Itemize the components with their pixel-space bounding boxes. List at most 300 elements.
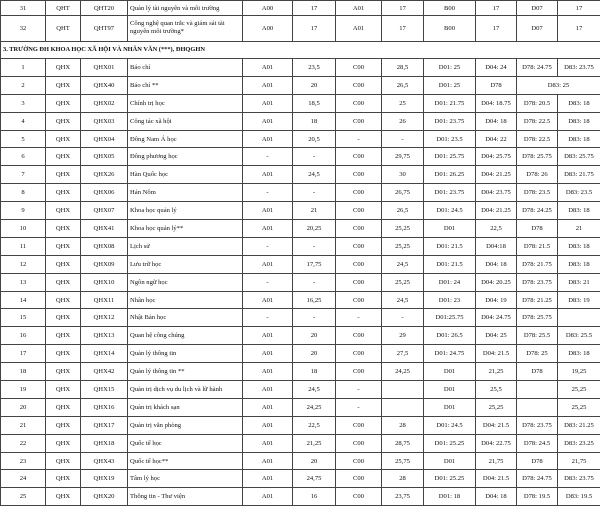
combo-3-cell: D01: 25 (424, 59, 476, 77)
combo-1-cell: A01 (243, 452, 293, 470)
major-code-cell: QHX18 (81, 434, 128, 452)
combo-4-cell: D78: 19.5 (517, 488, 558, 506)
major-name-cell: Quản trị dịch vụ du lịch và lữ hành (128, 381, 243, 399)
major-name-cell: Quan hệ công chúng (128, 327, 243, 345)
combo-2-cell: - (336, 130, 382, 148)
combo-2-cell: C00 (336, 273, 382, 291)
score-3-cell: D04: 18.75 (476, 94, 517, 112)
score-4-cell: D83: 18 (558, 345, 600, 363)
score-4-cell (558, 309, 600, 327)
score-1-cell: 20 (293, 452, 336, 470)
combo-4-cell: D78: 20.5 (517, 94, 558, 112)
score-4-cell: 17 (558, 16, 600, 42)
combo-1-cell: A01 (243, 434, 293, 452)
stt-cell: 2 (1, 76, 46, 94)
major-code-cell: QHX05 (81, 148, 128, 166)
combo-1-cell: A01 (243, 166, 293, 184)
combo-4-cell: D78: 22.5 (517, 112, 558, 130)
table-row (1, 345, 600, 363)
score-3-cell: 21,25 (476, 363, 517, 381)
stt-cell: 24 (1, 470, 46, 488)
stt-cell: 31 (1, 1, 46, 16)
combo-1-cell: - (243, 273, 293, 291)
school-code-cell: QHX (46, 416, 81, 434)
combo-3-cell: D01:25.75 (424, 309, 476, 327)
stt-cell: 12 (1, 255, 46, 273)
score-2-cell: 28,75 (382, 434, 424, 452)
table-row (1, 59, 600, 77)
score-2-cell: 24,25 (382, 363, 424, 381)
major-name-cell: Khoa học quản lý (128, 202, 243, 220)
score-2-cell: 26 (382, 112, 424, 130)
score-4-cell: D83: 21.75 (558, 166, 600, 184)
table-row (1, 16, 600, 42)
combo-3-cell: D01: 26.25 (424, 166, 476, 184)
school-code-cell: QHX (46, 220, 81, 238)
major-code-cell: QHX12 (81, 309, 128, 327)
stt-cell: 8 (1, 184, 46, 202)
table-row (1, 255, 600, 273)
major-name-cell: Nhật Bản học (128, 309, 243, 327)
stt-cell: 3 (1, 94, 46, 112)
score-1-cell: - (293, 184, 336, 202)
major-code-cell: QHT20 (81, 1, 128, 16)
school-code-cell: QHX (46, 434, 81, 452)
score-2-cell: 25,25 (382, 237, 424, 255)
score-1-cell: 24,25 (293, 398, 336, 416)
score-1-cell: 20 (293, 327, 336, 345)
combo-4-cell: D78 (517, 220, 558, 238)
stt-cell: 19 (1, 381, 46, 399)
score-1-cell: 20,5 (293, 130, 336, 148)
school-code-cell: QHX (46, 202, 81, 220)
school-code-cell: QHT (46, 1, 81, 16)
combo-1-cell: A00 (243, 16, 293, 42)
table-row (1, 237, 600, 255)
combo-4-cell: D78: 23.5 (517, 184, 558, 202)
combo-1-cell: A01 (243, 59, 293, 77)
combo-2-cell: C00 (336, 345, 382, 363)
combo-1-cell: A01 (243, 220, 293, 238)
table-row (1, 273, 600, 291)
score-1-cell: 24,75 (293, 470, 336, 488)
table-row (1, 166, 600, 184)
score-2-cell: 25,75 (382, 452, 424, 470)
combo-3-cell: D01: 23.5 (424, 130, 476, 148)
score-4-cell: 17 (558, 1, 600, 16)
major-name-cell: Hàn Quốc học (128, 166, 243, 184)
combo-2-cell: - (336, 309, 382, 327)
major-code-cell: QHX43 (81, 452, 128, 470)
score-3-cell: D04: 23.75 (476, 184, 517, 202)
table-row (1, 452, 600, 470)
stt-cell: 14 (1, 291, 46, 309)
stt-cell: 10 (1, 220, 46, 238)
combo-4-cell: D78: 24.25 (517, 202, 558, 220)
combo-2-cell: C00 (336, 94, 382, 112)
combo-4-cell: D78: 24.75 (517, 470, 558, 488)
score-1-cell: - (293, 148, 336, 166)
score-2-cell: 28,5 (382, 59, 424, 77)
school-code-cell: QHX (46, 363, 81, 381)
score-2-cell: 24,5 (382, 291, 424, 309)
major-code-cell: QHX13 (81, 327, 128, 345)
combo-4-cell: D78: 24.75 (517, 59, 558, 77)
major-name-cell: Báo chí ** (128, 76, 243, 94)
stt-cell: 22 (1, 434, 46, 452)
score-2-cell: 24,5 (382, 255, 424, 273)
score-2-cell: 26,5 (382, 76, 424, 94)
combo-1-cell: - (243, 148, 293, 166)
combo-3-cell: D01 (424, 220, 476, 238)
score-1-cell: - (293, 309, 336, 327)
combo-2-cell: C00 (336, 416, 382, 434)
major-code-cell: QHX07 (81, 202, 128, 220)
score-1-cell: 18 (293, 112, 336, 130)
score-2-cell: 23,75 (382, 488, 424, 506)
score-3-cell: D04: 18 (476, 112, 517, 130)
score-4-cell: 19,25 (558, 363, 600, 381)
score-2-cell: 27,5 (382, 345, 424, 363)
combo-4-cell: D78: 25.75 (517, 148, 558, 166)
combo-3-cell: D01: 24.5 (424, 202, 476, 220)
school-code-cell: QHX (46, 273, 81, 291)
combo-3-cell: D01: 21.75 (424, 94, 476, 112)
major-code-cell: QHX15 (81, 381, 128, 399)
combo-4-cell: D78: 23.75 (517, 273, 558, 291)
major-code-cell: QHX16 (81, 398, 128, 416)
combo-2-cell: C00 (336, 148, 382, 166)
major-name-cell: Quản trị văn phòng (128, 416, 243, 434)
score-3-cell: D04: 25 (476, 327, 517, 345)
score-1-cell: 24,5 (293, 166, 336, 184)
combo-4-cell: D78: 26 (517, 166, 558, 184)
major-name-cell: Nhân học (128, 291, 243, 309)
combo-4-cell: D78 (517, 452, 558, 470)
combo-3-cell: D01 (424, 363, 476, 381)
major-name-cell: Quốc tế học** (128, 452, 243, 470)
combo-1-cell: A01 (243, 202, 293, 220)
stt-cell: 32 (1, 16, 46, 42)
score-4-cell: D83: 21 (558, 273, 600, 291)
major-code-cell: QHT97 (81, 16, 128, 42)
combo-3-cell: D01: 24 (424, 273, 476, 291)
table-row (1, 470, 600, 488)
school-code-cell: QHX (46, 488, 81, 506)
score-4-cell: D83: 19.5 (558, 488, 600, 506)
combo-1-cell: A01 (243, 291, 293, 309)
stt-cell: 15 (1, 309, 46, 327)
combo-4-cell: D78: 25.75 (517, 309, 558, 327)
score-2-cell: 28 (382, 416, 424, 434)
combo-4-cell: D78: 25 (517, 345, 558, 363)
combo-4-cell (517, 381, 558, 399)
combo-1-cell: A01 (243, 130, 293, 148)
school-code-cell: QHX (46, 76, 81, 94)
score-3-cell: D04: 21.25 (476, 166, 517, 184)
score-1-cell: 18,5 (293, 94, 336, 112)
combo-1-cell: A01 (243, 470, 293, 488)
stt-cell: 5 (1, 130, 46, 148)
combo-3-cell: D01: 23 (424, 291, 476, 309)
combo-2-cell: C00 (336, 488, 382, 506)
score-3-cell: 25,5 (476, 381, 517, 399)
major-code-cell: QHX01 (81, 59, 128, 77)
score-3-cell: D04:18 (476, 237, 517, 255)
score-4-cell: 21 (558, 220, 600, 238)
combo-1-cell: A01 (243, 381, 293, 399)
score-4-cell: D83: 25.5 (558, 327, 600, 345)
score-2-cell: 28 (382, 470, 424, 488)
major-name-cell: Công nghệ quan trắc và giám sát tài nguyên môi trường* (128, 16, 243, 42)
score-3-cell: D04: 22 (476, 130, 517, 148)
major-name-cell: Thông tin - Thư viện (128, 488, 243, 506)
combo-3-cell: D01: 25.25 (424, 434, 476, 452)
score-3-cell: D04: 21.5 (476, 416, 517, 434)
stt-cell: 9 (1, 202, 46, 220)
major-name-cell: Hán Nôm (128, 184, 243, 202)
combo-3-cell: B00 (424, 16, 476, 42)
score-4-cell: D83: 18 (558, 130, 600, 148)
score-2-cell: 17 (382, 1, 424, 16)
stt-cell: 18 (1, 363, 46, 381)
score-4-cell: D83: 23.5 (558, 184, 600, 202)
school-code-cell: QHX (46, 130, 81, 148)
combo-3-cell: D01: 25.25 (424, 470, 476, 488)
combo-2-cell: C00 (336, 470, 382, 488)
major-code-cell: QHX09 (81, 255, 128, 273)
major-code-cell: QHX03 (81, 112, 128, 130)
major-code-cell: QHX11 (81, 291, 128, 309)
major-name-cell: Tâm lý học (128, 470, 243, 488)
stt-cell: 6 (1, 148, 46, 166)
score-2-cell: 29,75 (382, 148, 424, 166)
major-name-cell: Ngôn ngữ học (128, 273, 243, 291)
score-1-cell: 17 (293, 16, 336, 42)
stt-cell: 7 (1, 166, 46, 184)
score-4-cell: D83: 23.75 (558, 59, 600, 77)
score-2-cell: 30 (382, 166, 424, 184)
score-4-cell: D83: 23.75 (558, 470, 600, 488)
school-code-cell: QHX (46, 255, 81, 273)
table-row (1, 363, 600, 381)
combo-1-cell: A01 (243, 488, 293, 506)
score-3-cell: D04: 21.25 (476, 202, 517, 220)
combo-2-cell: C00 (336, 184, 382, 202)
combo-3-cell: D01: 21.5 (424, 255, 476, 273)
stt-cell: 20 (1, 398, 46, 416)
combo-4-cell: D07 (517, 1, 558, 16)
combo-3-cell: D01: 24.5 (424, 416, 476, 434)
score-3-cell: D78 (476, 76, 517, 94)
combo-3-cell: B00 (424, 1, 476, 16)
school-code-cell: QHX (46, 452, 81, 470)
table-row (1, 202, 600, 220)
score-4-cell: D83: 18 (558, 202, 600, 220)
combo-2-cell: C00 (336, 166, 382, 184)
combo-3-cell: D01: 18 (424, 488, 476, 506)
school-code-cell: QHX (46, 59, 81, 77)
stt-cell: 25 (1, 488, 46, 506)
score-1-cell: 17,75 (293, 255, 336, 273)
combo-1-cell: A01 (243, 76, 293, 94)
combo-1-cell: A01 (243, 112, 293, 130)
score-2-cell (382, 398, 424, 416)
score-1-cell: 20 (293, 345, 336, 363)
combo-2-cell: C00 (336, 59, 382, 77)
table-row (1, 1, 600, 16)
major-name-cell: Quản trị khách sạn (128, 398, 243, 416)
major-code-cell: QHX40 (81, 76, 128, 94)
table-row (1, 309, 600, 327)
major-code-cell: QHX19 (81, 470, 128, 488)
major-name-cell: Đông Nam Á học (128, 130, 243, 148)
combo-1-cell: A01 (243, 94, 293, 112)
score-4-cell: D83: 23.25 (558, 434, 600, 452)
combo-1-cell: A01 (243, 255, 293, 273)
score-3-cell: D04: 21.5 (476, 345, 517, 363)
combo-1-cell: A01 (243, 416, 293, 434)
major-name-cell: Quản lý thông tin ** (128, 363, 243, 381)
major-code-cell: QHX42 (81, 363, 128, 381)
combo-1-cell: - (243, 309, 293, 327)
major-name-cell: Công tác xã hội (128, 112, 243, 130)
school-code-cell: QHX (46, 398, 81, 416)
school-code-cell: QHX (46, 309, 81, 327)
major-name-cell: Chính trị học (128, 94, 243, 112)
major-name-cell: Khoa học quản lý** (128, 220, 243, 238)
combo-2-cell: C00 (336, 363, 382, 381)
combo-3-cell: D01: 21.5 (424, 237, 476, 255)
score-1-cell: 21 (293, 202, 336, 220)
score-1-cell: 17 (293, 1, 336, 16)
combo-2-cell: C00 (336, 202, 382, 220)
score-3-cell: D04: 18 (476, 488, 517, 506)
section-title: 3. TRƯỜNG ĐH KHOA HỌC XÃ HỘI VÀ NHÂN VĂN (***), ĐHQGHN (1, 41, 600, 59)
combo-2-cell: - (336, 381, 382, 399)
score-3-cell: D04: 25.75 (476, 148, 517, 166)
score-1-cell: 23,5 (293, 59, 336, 77)
combo-4-cell: D78: 22.5 (517, 130, 558, 148)
school-code-cell: QHX (46, 291, 81, 309)
table-row (1, 184, 600, 202)
score-2-cell: - (382, 309, 424, 327)
score-2-cell: 29 (382, 327, 424, 345)
score-4-cell: D83: 18 (558, 112, 600, 130)
score-3-cell: D04: 19 (476, 291, 517, 309)
score-1-cell: 20,25 (293, 220, 336, 238)
school-code-cell: QHX (46, 237, 81, 255)
combo-2-cell: C00 (336, 327, 382, 345)
combo-1-cell: A01 (243, 327, 293, 345)
major-code-cell: QHX17 (81, 416, 128, 434)
major-code-cell: QHX04 (81, 130, 128, 148)
score-1-cell: 24,5 (293, 381, 336, 399)
score-2-cell: 26,75 (382, 184, 424, 202)
table-body (1, 1, 600, 506)
score-3-cell: 22,5 (476, 220, 517, 238)
score-2-cell (382, 381, 424, 399)
combo-4-cell: D83: 25 (517, 76, 600, 94)
combo-3-cell: D01: 24.75 (424, 345, 476, 363)
major-name-cell: Đông phương học (128, 148, 243, 166)
school-code-cell: QHX (46, 148, 81, 166)
combo-2-cell: C00 (336, 255, 382, 273)
school-code-cell: QHX (46, 470, 81, 488)
score-3-cell: D04: 24.75 (476, 309, 517, 327)
combo-3-cell: D01: 23.75 (424, 184, 476, 202)
score-4-cell: 25,25 (558, 398, 600, 416)
score-4-cell: 21,75 (558, 452, 600, 470)
score-4-cell: D83: 19 (558, 291, 600, 309)
combo-4-cell: D07 (517, 16, 558, 42)
combo-4-cell: D78: 23.75 (517, 416, 558, 434)
score-4-cell: D83: 18 (558, 94, 600, 112)
section-header-row (1, 41, 600, 59)
combo-1-cell: A01 (243, 398, 293, 416)
score-4-cell: D83: 25.75 (558, 148, 600, 166)
major-code-cell: QHX02 (81, 94, 128, 112)
major-name-cell: Quản lý thông tin (128, 345, 243, 363)
combo-4-cell: D78: 24.5 (517, 434, 558, 452)
score-2-cell: 17 (382, 16, 424, 42)
combo-1-cell: A01 (243, 345, 293, 363)
score-3-cell: D04: 20.25 (476, 273, 517, 291)
combo-4-cell: D78: 21.25 (517, 291, 558, 309)
score-1-cell: - (293, 273, 336, 291)
score-1-cell: 16,25 (293, 291, 336, 309)
major-code-cell: QHX06 (81, 184, 128, 202)
combo-2-cell: C00 (336, 220, 382, 238)
combo-3-cell: D01: 26.5 (424, 327, 476, 345)
combo-3-cell: D01 (424, 398, 476, 416)
table-row (1, 291, 600, 309)
major-code-cell: QHX08 (81, 237, 128, 255)
combo-4-cell: D78: 25.5 (517, 327, 558, 345)
stt-cell: 4 (1, 112, 46, 130)
combo-3-cell: D01: 23.75 (424, 112, 476, 130)
combo-2-cell: C00 (336, 291, 382, 309)
stt-cell: 13 (1, 273, 46, 291)
score-2-cell: 25,25 (382, 273, 424, 291)
school-code-cell: QHX (46, 381, 81, 399)
score-1-cell: 16 (293, 488, 336, 506)
table-row (1, 488, 600, 506)
school-code-cell: QHX (46, 345, 81, 363)
combo-1-cell: A01 (243, 363, 293, 381)
combo-4-cell: D78: 21.75 (517, 255, 558, 273)
combo-4-cell: D78: 21.5 (517, 237, 558, 255)
score-2-cell: 25,25 (382, 220, 424, 238)
score-3-cell: 21,75 (476, 452, 517, 470)
combo-2-cell: A01 (336, 16, 382, 42)
table-row (1, 381, 600, 399)
school-code-cell: QHT (46, 16, 81, 42)
combo-2-cell: C00 (336, 452, 382, 470)
table-row (1, 327, 600, 345)
score-1-cell: 20 (293, 76, 336, 94)
score-1-cell: 21,25 (293, 434, 336, 452)
combo-4-cell (517, 398, 558, 416)
major-code-cell: QHX26 (81, 166, 128, 184)
score-2-cell: 26,5 (382, 202, 424, 220)
table-row (1, 148, 600, 166)
stt-cell: 17 (1, 345, 46, 363)
score-3-cell: D04: 21.5 (476, 470, 517, 488)
combo-3-cell: D01: 25.75 (424, 148, 476, 166)
score-3-cell: D04: 24 (476, 59, 517, 77)
combo-3-cell: D01: 25 (424, 76, 476, 94)
